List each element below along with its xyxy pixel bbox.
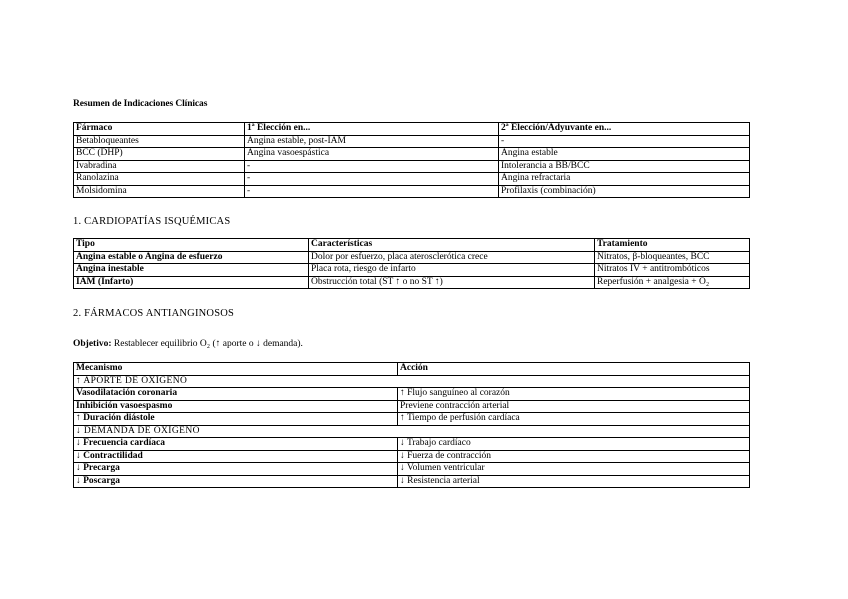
table-cell: Vasodilatación coronaria — [74, 388, 398, 401]
table-cell: Angina estable — [499, 148, 750, 161]
group-row — [74, 375, 750, 388]
table-cell: ↓ Frecuencia cardíaca — [74, 438, 398, 451]
table-row — [74, 251, 750, 264]
table-cell: - — [245, 160, 499, 173]
section2-title: 2. FÁRMACOS ANTIANGINOSOS — [73, 308, 235, 319]
table-cell: Angina refractaria — [499, 173, 750, 186]
table-cell: Angina vasoespástica — [245, 148, 499, 161]
table-cell: ↑ Flujo sanguíneo al corazón — [398, 388, 750, 401]
table-row — [74, 264, 750, 277]
table-cell: Molsidomina — [74, 185, 245, 198]
summary-title: Resumen de Indicaciones Clínicas — [73, 99, 208, 109]
header-cell: 2ª Elección/Adyuvante en... — [499, 123, 750, 136]
table-cell: Dolor por esfuerzo, placa aterosclerótica crece — [309, 251, 595, 264]
table-header-row — [74, 123, 750, 136]
table-row — [74, 450, 750, 463]
table-cell: ↓ Contractilidad — [74, 450, 398, 463]
group-heading-demand: ↓ DEMANDA DE OXÍGENO — [74, 425, 750, 438]
table-cell: Ivabradina — [74, 160, 245, 173]
table-row — [74, 160, 750, 173]
table-cell: ↓ Resistencia arterial — [398, 475, 750, 488]
header-cell: Características — [309, 239, 595, 252]
table-cell: - — [245, 185, 499, 198]
objective-line — [73, 339, 303, 349]
table-cell: Placa rota, riesgo de infarto — [309, 264, 595, 277]
table-row — [74, 413, 750, 426]
table-cell: Ranolazina — [74, 173, 245, 186]
table-cell: ↓ Trabajo cardíaco — [398, 438, 750, 451]
table-row — [74, 276, 750, 289]
header-cell: 1ª Elección en... — [245, 123, 499, 136]
table-cell: Obstrucción total (ST ↑ o no ST ↑) — [309, 276, 595, 289]
header-cell: Fármaco — [74, 123, 245, 136]
section1-title: 1. CARDIOPATÍAS ISQUÉMICAS — [73, 216, 231, 227]
header-cell: Tipo — [74, 239, 309, 252]
table-row — [74, 148, 750, 161]
table-cell: ↑ Duración diástole — [74, 413, 398, 426]
table-cell: ↓ Poscarga — [74, 475, 398, 488]
table-cell: ↓ Fuerza de contracción — [398, 450, 750, 463]
table-cell: Nitratos, β-bloqueantes, BCC — [595, 251, 750, 264]
table-cell: BCC (DHP) — [74, 148, 245, 161]
table-cell: - — [499, 135, 750, 148]
table-cell: Angina inestable — [74, 264, 309, 277]
table-row — [74, 388, 750, 401]
group-heading-supply: ↑ APORTE DE OXÍGENO — [74, 375, 750, 388]
table-cell: ↓ Precarga — [74, 463, 398, 476]
table-row — [74, 463, 750, 476]
table-row — [74, 475, 750, 488]
table-cell: Betabloqueantes — [74, 135, 245, 148]
header-cell: Mecanismo — [74, 363, 398, 376]
table-cell: Intolerancia a BB/BCC — [499, 160, 750, 173]
antianginal-table — [73, 362, 750, 488]
table-cell: Angina estable o Angina de esfuerzo — [74, 251, 309, 264]
summary-table — [73, 122, 750, 198]
table-cell: Inhibición vasoespasmo — [74, 400, 398, 413]
ischemic-table — [73, 238, 750, 289]
table-cell: Reperfusión + analgesia + O₂ — [595, 276, 750, 289]
table-cell: Previene contracción arterial — [398, 400, 750, 413]
table-row — [74, 173, 750, 186]
header-cell: Tratamiento — [595, 239, 750, 252]
table-header-row — [74, 363, 750, 376]
table-cell: Angina estable, post-IAM — [245, 135, 499, 148]
table-cell: Nitratos IV + antitrombóticos — [595, 264, 750, 277]
table-row — [74, 400, 750, 413]
table-row — [74, 185, 750, 198]
header-cell: Acción — [398, 363, 750, 376]
table-cell: - — [245, 173, 499, 186]
table-cell: IAM (Infarto) — [74, 276, 309, 289]
objective-label: Objetivo: — [73, 339, 112, 349]
table-cell: ↑ Tiempo de perfusión cardíaca — [398, 413, 750, 426]
table-header-row — [74, 239, 750, 252]
objective-text: Restablecer equilibrio O₂ (↑ aporte o ↓ demanda). — [111, 339, 303, 349]
table-row — [74, 135, 750, 148]
table-cell: Profilaxis (combinación) — [499, 185, 750, 198]
table-cell: ↓ Volumen ventricular — [398, 463, 750, 476]
table-row — [74, 438, 750, 451]
group-row — [74, 425, 750, 438]
